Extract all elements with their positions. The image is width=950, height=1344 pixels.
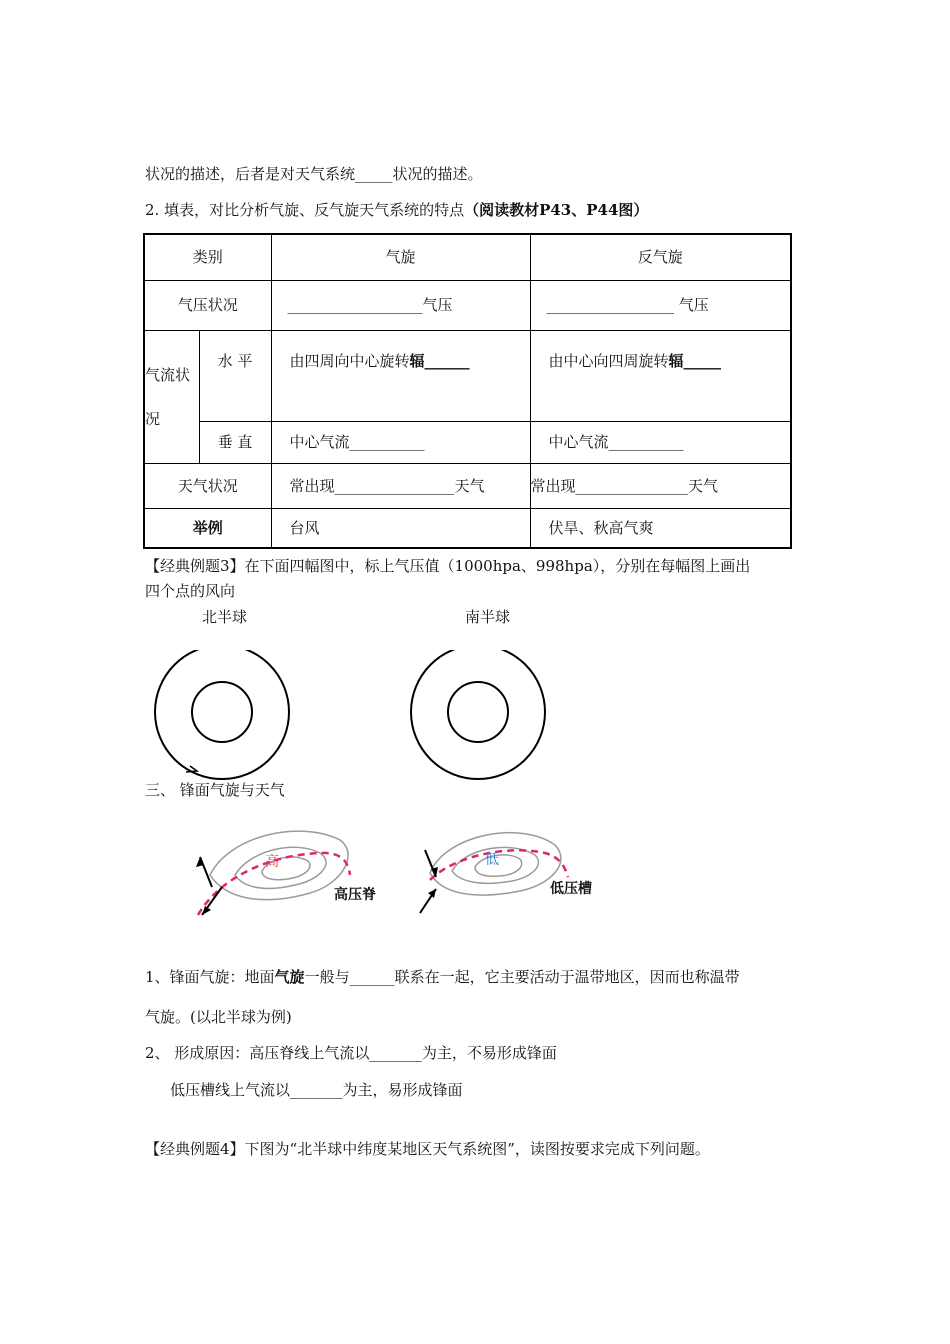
north-circle-diagram: [155, 650, 289, 779]
frontal-cyclone-text-a: 1、锋面气旋：地面: [145, 968, 275, 986]
low-label: 低: [485, 852, 499, 868]
horizontal-cyclone: [271, 330, 530, 421]
low-pressure-trough-diagram: [420, 833, 568, 913]
section-3-title: 三、 锋面气旋与天气: [145, 781, 285, 799]
formation-cause-line-1: 2、 形成原因：高压脊线上气流以_______为主，不易形成锋面: [145, 1044, 557, 1062]
horizontal-cyclone-blank: 辐______: [409, 351, 470, 370]
horizontal-cyclone-text: 由四周向中心旋转: [289, 351, 410, 370]
airflow-label: 气流状况: [144, 330, 199, 463]
table-row: [144, 463, 791, 508]
question-2-note: （阅读教材P43、P44图）: [464, 201, 649, 219]
example-label: 举例: [144, 508, 271, 548]
weather-label: 天气状况: [144, 463, 271, 508]
pressure-cyclone: __________________气压: [271, 280, 530, 330]
high-label: 高: [265, 854, 279, 870]
high-pressure-ridge-diagram: [196, 831, 350, 915]
table-row: [144, 280, 791, 330]
example-3-line-1: 【经典例题3】在下面四幅图中，标上气压值（1000hpa、998hpa），分别在每幅图上画出: [145, 557, 751, 575]
frontal-cyclone-text-b: 一般与______联系在一起，它主要活动于温带地区，因而也称温带: [304, 968, 740, 986]
south-hemisphere-label: 南半球: [465, 608, 511, 626]
horizontal-anticyclone-text: 由中心向四周旋转: [548, 351, 669, 370]
example-anticyclone: 伏旱、秋高气爽: [530, 508, 791, 548]
pressure-label: 气压状况: [144, 280, 271, 330]
pressure-anticyclone: _________________ 气压: [530, 280, 791, 330]
concentric-circle-diagrams: [150, 650, 570, 780]
ridge-label: 高压脊: [334, 887, 376, 903]
vertical-label: 垂 直: [199, 421, 271, 463]
example-3-line-2: 四个点的风向: [145, 582, 236, 600]
frontal-cyclone-line-2: 气旋。(以北半球为例): [145, 1008, 292, 1026]
header-category: 类别: [144, 234, 271, 280]
comparison-table: [143, 233, 792, 549]
question-2: [145, 200, 648, 220]
table-row: [144, 421, 791, 463]
table-row: [144, 330, 791, 421]
table-row: [144, 234, 791, 280]
frontal-cyclone-bold: 气旋: [274, 968, 305, 986]
text-line-1: 状况的描述，后者是对天气系统_____状况的描述。: [145, 165, 483, 183]
horizontal-anticyclone: [530, 330, 791, 421]
trough-label: 低压槽: [550, 881, 592, 897]
table-row: [144, 508, 791, 548]
formation-cause-line-2: 低压槽线上气流以_______为主，易形成锋面: [170, 1081, 463, 1099]
example-cyclone: 台风: [271, 508, 530, 548]
north-hemisphere-label: 北半球: [202, 608, 248, 626]
header-anticyclone: 反气旋: [530, 234, 791, 280]
vertical-cyclone: 中心气流__________: [271, 421, 530, 463]
horizontal-anticyclone-blank: 辐_____: [668, 351, 722, 370]
frontal-cyclone-line-1: [145, 967, 740, 987]
header-cyclone: 气旋: [271, 234, 530, 280]
horizontal-label: 水 平: [199, 330, 271, 421]
vertical-anticyclone: 中心气流__________: [530, 421, 791, 463]
ridge-trough-diagrams: [190, 815, 610, 925]
example-4-line: 【经典例题4】下图为“北半球中纬度某地区天气系统图”，读图按要求完成下列问题。: [145, 1140, 710, 1158]
weather-anticyclone: 常出现_______________天气: [530, 463, 791, 508]
weather-cyclone: 常出现________________天气: [271, 463, 530, 508]
south-circle-diagram: [411, 650, 545, 779]
question-2-text: 2. 填表，对比分析气旋、反气旋天气系统的特点: [145, 201, 465, 219]
